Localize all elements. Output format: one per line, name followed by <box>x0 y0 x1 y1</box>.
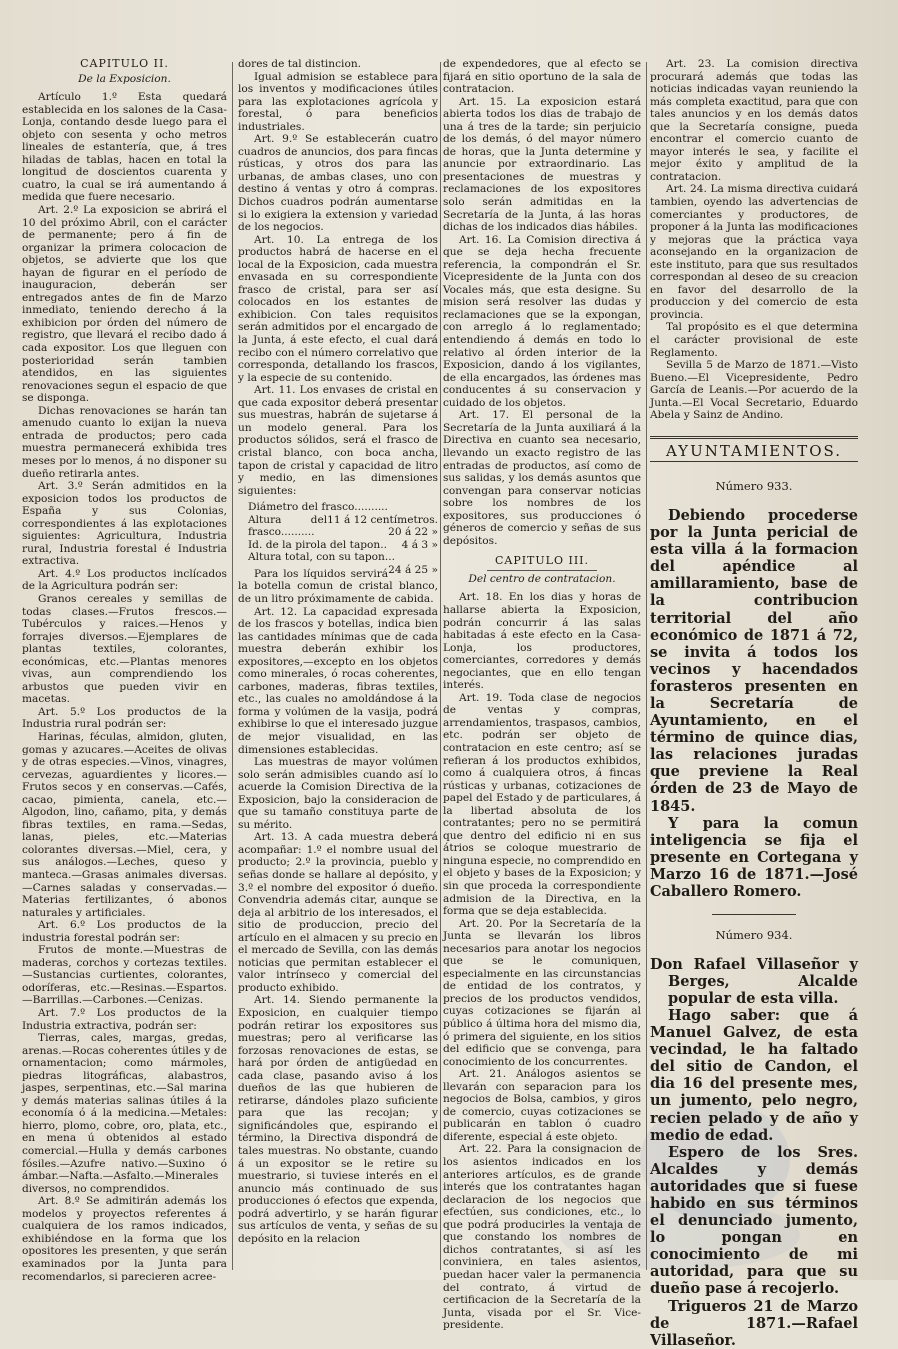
paragraph: de expendedores, que al efecto se fijará en sitio oportuno de la sala de contratacion. <box>443 58 641 96</box>
column-4 <box>650 58 858 1349</box>
notice-paragraph: Don Rafael Villaseñor y Berges, Alcalde popular de esta villa. <box>650 955 858 1007</box>
divider <box>487 570 598 571</box>
paragraph: Art. 9.º Se establecerán cuatro cuadros de anuncios, dos para fincas rústicas, y otros dos para las urbanas, de ambas clases, uno con destino á ventas y otro á compras. Dichos cuadros podrán aumentarse si lo exigiera la extension y variedad de los negocios. <box>238 133 438 234</box>
paragraph: Art. 13. A cada muestra deberá acompañar: 1.º el nombre usual del producto; 2.º la provincia, pueblo y señas donde se hallare al depósito, y 3.º el nombre del expositor ó dueño. Convendria además citar, aunque se deja al arbitrio de los interesados, el sitio de produccion, precio del artículo en el almacen y su precio en el mercado de Sevilla, con las demás noticias que permitan establecer el valor intrínseco y comercial del producto exhibido. <box>238 831 438 994</box>
dimension-table <box>248 501 438 576</box>
notice-divider <box>712 914 795 915</box>
table-label: Altura total, con su tapon... <box>248 551 395 564</box>
paragraph: Sevilla 5 de Marzo de 1871.—Visto Bueno.—El Vicepresidente, Pedro García de Leanis.—Por acuerdo de la Junta.—El Vocal Secretario, Eduardo Abela y Sainz de Andino. <box>650 359 858 422</box>
table-value: 24 á 25 » <box>388 563 438 576</box>
chapter-subtitle: De la Exposicion. <box>78 72 171 85</box>
paragraph: Art. 24. La misma directiva cuidará tambien, oyendo las advertencias de comerciantes y productores, de proponer á la Junta las modificaciones y mejoras que la práctica vaya aconsejando en la organizacion de este instituto, para que sus resultados correspondan al deseo de su creacion en favor del desarrollo de la produccion y del comercio de esta provincia. <box>650 183 858 321</box>
paragraph: Art. 16. La Comision directiva á que se deja hecha frecuente referencia, la compondrán el Sr. Vicepresidente de la Junta con dos Vocales más, que esta designe. Su mision será resolver las dudas y reclamaciones que se la expongan, con arreglo á lo reglamentado; entendiendo á demás en todo lo relativo al órden interior de la Exposicion, dando á los vigilantes, de ella encargados, las órdenes mas conducentes á su conservacion y cuidado de los objetos. <box>443 233 641 409</box>
notice-paragraph: Hago saber: que á Manuel Galvez, de esta vecindad, le ha faltado del sitio de Candon, el dia 16 del presente mes, un jumento, pelo negro, recien pelado y de año y medio de edad. <box>650 1006 858 1144</box>
paragraph: Art. 4.º Los productos inclícados de la Agricultura podrán ser: <box>22 567 227 593</box>
paragraph: Art. 18. En los dias y horas de hallarse abierta la Exposicion, podrán concurrir á las salas habitadas á este efecto en la Casa-Lonja, los productores, comerciantes, corredores y demás negociantes, que en ello tengan interés. <box>443 591 641 692</box>
notice-933 <box>650 507 858 900</box>
paragraph: Art. 15. La exposicion estará abierta todos los dias de trabajo de una á tres de la tarde; sin perjuicio de los demás, ó del mayor número de horas, que la Junta determine y anuncie por extraordinario. Las presentaciones de muestras y reclamaciones de los expositores solo serán admitidas en la Secretaría de la Junta, á las horas dichas de los indicados dias hábiles. <box>443 95 641 234</box>
paragraph: Art. 10. La entrega de los productos habrá de hacerse en el local de la Exposicion, cada muestra envasada en su correspondiente frasco de cristal, para ser así colocados en los estantes de exhibicion. Con tales requisitos serán admitidos por el encargado de la Junta, á este efecto, el cual dará recibo con el número correlativo que corresponda, detallando los frascos, y la especie de su contenido. <box>238 233 438 384</box>
paragraph: Art. 19. Toda clase de negocios de ventas y compras, arrendamientos, traspasos, cambios, etc. podrán ser objeto de contratacion en este centro; así se refieran á los productos exhibidos, como á cualquiera otros, á fincas rústicas y urbanas, cotizaciones de papel del Estado y de particulares, á la libertad absoluta de los contratantes; pero no se permitirá que dentro del edificio ni en sus átrios se coloque muestrario de ninguna especie, no comprendido en el objeto y bases de la Exposicion; y sin que proceda la correspondiente admision de la Directiva, en la forma que se deja establecida. <box>443 691 641 918</box>
paragraph: Granos cereales y semillas de todas clases.—Frutos frescos.—Tubérculos y raices.—Henos y forrajes diversos.—Ejemplares de plantas textiles, colorantes, económicas, etc.—Plantas menores vivas, aun comprendiendo los arbustos que pueden vivir en macetas. <box>22 592 227 706</box>
paragraph: Igual admision se establece para los inventos y modificaciones útiles para las explotaciones agrícola y forestal, ó para beneficios industriales. <box>238 70 438 133</box>
paragraph: Art. 3.º Serán admitidos en la exposicion todos los productos de España y sus Colonias, correspondientes á las explotaciones siguientes: Agricultura, Industria rural, Industria forestal é Industria extractiva. <box>22 480 227 568</box>
chapter-subtitle: Del centro de contratacion. <box>468 572 616 585</box>
paragraph: Art. 17. El personal de la Secretaría de la Junta auxiliará á la Directiva en cuanto sea necesario, llevando un exacto registro de las entradas de productos, así como de sus salidas, y los demás asuntos que convengan para conservar noticias sobre los nombres de los expositores, sus producciones ó géneros de comercio y señas de sus depósitos. <box>443 409 641 547</box>
notice-934 <box>650 956 858 1349</box>
paragraph: Art. 2.º La exposicion se abrirá el 10 del próximo Abril, con el carácter de permanente; pero á fin de organizar la primera colocacion de objetos, se advierte que los que hayan de figurar en el período de inauguracion, deberán ser entregados antes de fin de Marzo inmediato, teniendo derecho á la exhibicion por órden del número de registro, que llevará el recibo dado á cada expositor. Los que lleguen con posterioridad serán tambien atendidos, en las siguientes renovaciones segun el espacio de que se disponga. <box>22 204 227 405</box>
paragraph: dores de tal distincion. <box>238 58 362 70</box>
paragraph: Art. 20. Por la Secretaría de la Junta se llevarán los libros necesarios para anotar los negocios que se le comuniquen, especialmente en las circunstancias de entidad de los contratos, y precios de los productos vendidos, cuyas cotizaciones se fijarán al público á última hora del mismo dia, ó primera del siguiente, en los sitios del edificio que se convenga, para conocimiento de los concurrentes. <box>443 917 641 1068</box>
paragraph: Art. 6.º Los productos de la industria forestal podrán ser: <box>22 919 227 944</box>
table-label: Id. de la pirola del tapon.. <box>248 538 387 551</box>
section-divider <box>650 436 858 439</box>
notice-number: Número 934. <box>715 928 793 943</box>
column-rule <box>646 62 647 1270</box>
notice-paragraph: Trigueros 21 de Marzo de 1871.—Rafael Villaseñor. <box>650 1297 858 1349</box>
table-row <box>248 539 438 552</box>
paragraph: Art. 21. Análogos asientos se llevarán con separacion para los negocios de Bolsa, cambios, y giros de comercio, cuyas cotizaciones se publicarán en tablon ó cuadro diferente, especial á este objeto. <box>443 1068 641 1143</box>
notice-paragraph: Espero de los Sres. Alcaldes y demás autoridades que si fuese habido en sus términos el denunciado jumento, lo pongan en conocimiento de mi autoridad, para que su dueño pase á recojerlo. <box>650 1143 858 1298</box>
column-2 <box>238 58 438 1272</box>
table-label: Diámetro del frasco.......... <box>248 501 388 514</box>
paragraph: Frutos de monte.—Muestras de maderas, corchos y cortezas textiles.—Sustancias curtientes, colorantes, odoríferas, etc.—Resinas.—Espartos.—Barrillas.—Carbones.—Cenizas. <box>22 944 227 1007</box>
column-rule <box>232 62 233 1270</box>
section-heading: AYUNTAMIENTOS. <box>665 441 843 460</box>
paragraph: Art. 11. Los envases de cristal en que cada expositor deberá presentar sus muestras, habrán de sujetarse á un modelo general. Para los productos sólidos, será el frasco de cristal blanco, con boca ancha, tapon de cristal y capacidad de litro y medio, en las dimensiones siguientes: <box>238 384 438 497</box>
paragraph: Art. 22. Para la consignacion de los asientos indicados en los anteriores artículos, es de grande interés que los contratantes hagan declaracion de los negocios que efectúen, sus condiciones, etc., lo que podrá producirles la ventaja de que constando los nombres de dichos contratantes, si así les conviniera, en tales asientos, puedan hacer valer la permanencia del contrato, á virtud de certificacion de la Secretaría de la Junta, visada por el Sr. Vice-presidente. <box>443 1143 641 1332</box>
chapter-heading: CAPITULO II. <box>80 57 169 70</box>
table-label: Altura del frasco.......... <box>248 513 328 539</box>
column-rule <box>440 62 441 1270</box>
paragraph: Art. 14. Siendo permanente la Exposicion, en cualquier tiempo podrán retirar los expositores sus muestras; pero al verificarse las forzosas renovaciones de estas, se hará por órden de antigüedad en cada clase, pasando aviso á los dueños de las que hubieren de retirarse, dándoles plazo suficiente para que las recojan; y significándoles que, espirando el término, la Directiva dispondrá de tales muestras. No obstante, cuando á un expositor se le retire su muestrario, si tuviese interés en el anuncio más continuado de sus producciones ó efectos que expenda, podrá advertirlo, y se harán figurar sus artículos de venta, y señas de su depósito en la relacion <box>238 994 438 1245</box>
paragraph: Harinas, féculas, almidon, gluten, gomas y azucares.—Aceites de olivas y de otras especies.—Vinos, vinagres, cervezas, aguardientes y licores.—Frutos secos y en conservas.—Cafés, cacao, pimienta, canela, etc.—Algodon, lino, cañamo, pita, y demás fibras textiles, en rama.—Sedas, lanas, pieles, etc.—Materias colorantes diversas.—Miel, cera, y sus análogos.—Leches, queso y manteca.—Grasas animales diversas.—Carnes saladas y conservadas.—Materias fertilizantes, ó abonos naturales y artificiales. <box>22 730 227 919</box>
notice-paragraph: Y para la comun inteligencia se fija el presente en Cortegana y Marzo 16 de 1871.—José Caballero Romero. <box>650 814 858 901</box>
table-value: 11 á 12 centímetros. <box>327 513 438 526</box>
paragraph: Art. 7.º Los productos de la Industria extractiva, podrán ser: <box>22 1007 227 1032</box>
table-value: 20 á 22 » <box>388 526 438 539</box>
notice-paragraph: Debiendo procederse por la Junta pericial de esta villa á la formacion del apéndice al amillaramiento, base de la contribucion territorial del año económico de 1871 á 72, se invita á todos los vecinos y hacendados forasteros presenten en la Secretaría de Ayuntamiento, en el término de quince dias, las relaciones juradas que previene la Real órden de 23 de Mayo de 1845. <box>650 506 858 815</box>
notice-number: Número 933. <box>715 479 793 494</box>
column-1 <box>22 57 227 1283</box>
paragraph: Art. 8.º Se admitirán además los modelos y proyectos referentes á cualquiera de los ramos indicados, exhibiéndose en la forma que los opositores les presenten, y que serán examinados por la Junta para recomendarlos, si parecieren acree- <box>22 1195 227 1283</box>
paragraph: Dichas renovaciones se harán tan amenudo cuanto lo exijan la nueva entrada de productos; pero cada muestra permanecerá exhibida tres meses por lo menos, á no disponer su dueño retirarla antes. <box>22 404 227 480</box>
paragraph: Art. 5.º Los productos de la Industria rural podrán ser: <box>22 705 227 731</box>
paragraph: Las muestras de mayor volúmen solo serán admisibles cuando así lo acuerde la Comision Directiva de la Exposicion, bajo la consideracion de que su tamaño constituya parte de su mérito. <box>238 756 438 831</box>
table-value: 4 á 3 » <box>401 538 438 551</box>
section-divider <box>650 461 858 462</box>
paragraph: Art. 23. La comision directiva procurará además que todas las noticias indicadas vayan reuniendo la más completa exactitud, para que con tales anuncios y en los demás datos que la Secretaría consigne, pueda encontrar el comercio cuanto de mayor interés le sea, y facilite el mejor éxito y amplitud de la contratacion. <box>650 58 858 183</box>
paragraph: Tierras, cales, margas, gredas, arenas.—Rocas coherentes útiles y de ornamentacion; como mármoles, piedras litográficas, alabastros, jaspes, serpentinas, etc.—Sal marina y demás materias salinas útiles á la economía ó á la medicina.—Metales: hierro, plomo, cobre, oro, plata, etc., en mena ú obtenidos al estado comercial.—Hulla y demás carbones fósiles.—Azufre nativo.—Suxino ó ámbar.—Nafta.—Asfalto.—Minerales diversos, no comprendidos. <box>22 1032 227 1195</box>
paragraph: Tal propósito es el que determina el carácter provisional de este Reglamento. <box>650 321 858 359</box>
paragraph: Art. 12. La capacidad expresada de los frascos y botellas, indica bien las cantidades mínimas que de cada muestra deberán exhibir los expositores,—excepto en los objetos como minerales, ó rocas coherentes, carbones, maderas, fibras textiles, etc., las cuales no amoldándose á la forma y volúmen de la vasija, podrá exhibirse lo que el interesado juzgue de mejor visualidad, en las dimensiones establecidas. <box>238 605 438 756</box>
column-3 <box>443 58 641 1332</box>
paragraph: Para los líquidos servirá la botella comun de cristal blanco, de un litro próximamente de cabida. <box>238 567 438 605</box>
paragraph: Artículo 1.º Esta quedará establecida en los salones de la Casa-Lonja, contando desde luego para el objeto con sesenta y ocho metros lineales de estantería, que, á tres hiladas de tablas, hacen en total la longitud de doscientos cuarenta y cuatro, la cual se irá aumentando á medida que fuere necesario. <box>22 91 227 204</box>
chapter-heading: CAPITULO III. <box>494 554 590 568</box>
table-row <box>248 551 438 576</box>
